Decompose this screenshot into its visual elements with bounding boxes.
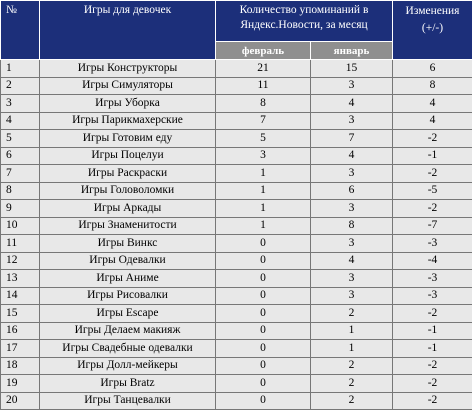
header-row	[1, 1, 472, 42]
january-count-cell: 8	[311, 217, 393, 235]
february-count-cell: 0	[216, 322, 311, 340]
january-count-cell: 1	[311, 322, 393, 340]
table-row	[1, 95, 472, 113]
game-category-cell: Игры Escape	[40, 305, 216, 323]
header-number: №	[1, 1, 40, 60]
header-february: февраль	[216, 42, 311, 60]
february-count-cell: 0	[216, 375, 311, 393]
january-count-cell: 15	[311, 60, 393, 78]
february-count-cell: 11	[216, 77, 311, 95]
table-row	[1, 340, 472, 358]
game-category-cell: Игры Винкс	[40, 235, 216, 253]
change-cell: -2	[393, 305, 472, 323]
row-number-cell: 3	[1, 95, 40, 113]
change-cell: -3	[393, 235, 472, 253]
february-count-cell: 0	[216, 392, 311, 410]
game-category-cell: Игры Готовим еду	[40, 130, 216, 148]
game-category-cell: Игры Аниме	[40, 270, 216, 288]
change-cell: -2	[393, 392, 472, 410]
row-number-cell: 14	[1, 287, 40, 305]
january-count-cell: 3	[311, 235, 393, 253]
table-row	[1, 182, 472, 200]
table-row	[1, 235, 472, 253]
table-row	[1, 392, 472, 410]
row-number-cell: 19	[1, 375, 40, 393]
february-count-cell: 1	[216, 217, 311, 235]
february-count-cell: 7	[216, 112, 311, 130]
february-count-cell: 1	[216, 165, 311, 183]
table-row	[1, 200, 472, 218]
change-cell: 6	[393, 60, 472, 78]
header-game-category: Игры для девочек	[40, 1, 216, 60]
january-count-cell: 2	[311, 392, 393, 410]
february-count-cell: 0	[216, 252, 311, 270]
row-number-cell: 12	[1, 252, 40, 270]
game-category-cell: Игры Bratz	[40, 375, 216, 393]
header-mentions-line1: Количество упоминаний в	[239, 4, 369, 16]
row-number-cell: 6	[1, 147, 40, 165]
change-cell: -7	[393, 217, 472, 235]
game-category-cell: Игры Свадебные одевалки	[40, 340, 216, 358]
february-count-cell: 0	[216, 270, 311, 288]
january-count-cell: 2	[311, 357, 393, 375]
change-cell: -2	[393, 357, 472, 375]
row-number-cell: 7	[1, 165, 40, 183]
row-number-cell: 9	[1, 200, 40, 218]
january-count-cell: 2	[311, 305, 393, 323]
february-count-cell: 0	[216, 340, 311, 358]
row-number-cell: 5	[1, 130, 40, 148]
january-count-cell: 4	[311, 147, 393, 165]
change-cell: -1	[393, 322, 472, 340]
row-number-cell: 2	[1, 77, 40, 95]
february-count-cell: 0	[216, 357, 311, 375]
january-count-cell: 2	[311, 375, 393, 393]
february-count-cell: 3	[216, 147, 311, 165]
change-cell: -1	[393, 340, 472, 358]
game-category-cell: Игры Знаменитости	[40, 217, 216, 235]
february-count-cell: 5	[216, 130, 311, 148]
table-row	[1, 165, 472, 183]
game-category-cell: Игры Симуляторы	[40, 77, 216, 95]
change-cell: -2	[393, 130, 472, 148]
game-category-cell: Игры Уборка	[40, 95, 216, 113]
row-number-cell: 17	[1, 340, 40, 358]
game-category-cell: Игры Головоломки	[40, 182, 216, 200]
change-cell: -1	[393, 147, 472, 165]
table-row	[1, 252, 472, 270]
february-count-cell: 21	[216, 60, 311, 78]
header-change-line2: (+/-)	[421, 22, 444, 34]
february-count-cell: 0	[216, 305, 311, 323]
game-category-cell: Игры Долл-мейкеры	[40, 357, 216, 375]
table-row	[1, 217, 472, 235]
february-count-cell: 0	[216, 287, 311, 305]
january-count-cell: 6	[311, 182, 393, 200]
january-count-cell: 3	[311, 112, 393, 130]
table-row	[1, 322, 472, 340]
january-count-cell: 3	[311, 287, 393, 305]
change-cell: -3	[393, 287, 472, 305]
row-number-cell: 13	[1, 270, 40, 288]
game-category-cell: Игры Рисовалки	[40, 287, 216, 305]
row-number-cell: 18	[1, 357, 40, 375]
row-number-cell: 10	[1, 217, 40, 235]
table-row	[1, 147, 472, 165]
game-category-cell: Игры Танцевалки	[40, 392, 216, 410]
row-number-cell: 4	[1, 112, 40, 130]
row-number-cell: 11	[1, 235, 40, 253]
game-category-cell: Игры Раскраски	[40, 165, 216, 183]
header-change	[393, 1, 472, 60]
change-cell: -2	[393, 200, 472, 218]
january-count-cell: 3	[311, 165, 393, 183]
game-category-cell: Игры Парикмахерские	[40, 112, 216, 130]
january-count-cell: 3	[311, 77, 393, 95]
table-row	[1, 77, 472, 95]
table-row	[1, 305, 472, 323]
change-cell: -5	[393, 182, 472, 200]
table-row	[1, 357, 472, 375]
header-january: январь	[311, 42, 393, 60]
header-mentions-line2: Яндекс.Новости, за месяц	[240, 19, 368, 31]
change-cell: -4	[393, 252, 472, 270]
header-mentions	[216, 1, 393, 42]
table-row	[1, 270, 472, 288]
february-count-cell: 0	[216, 235, 311, 253]
change-cell: -3	[393, 270, 472, 288]
game-category-cell: Игры Конструкторы	[40, 60, 216, 78]
january-count-cell: 7	[311, 130, 393, 148]
table-body	[1, 60, 472, 410]
game-category-cell: Игры Поцелуи	[40, 147, 216, 165]
change-cell: 8	[393, 77, 472, 95]
february-count-cell: 8	[216, 95, 311, 113]
change-cell: 4	[393, 95, 472, 113]
change-cell: 4	[393, 112, 472, 130]
row-number-cell: 8	[1, 182, 40, 200]
header-change-line1: Изменения	[405, 5, 460, 17]
change-cell: -2	[393, 165, 472, 183]
row-number-cell: 15	[1, 305, 40, 323]
game-category-cell: Игры Одевалки	[40, 252, 216, 270]
game-category-cell: Игры Делаем макияж	[40, 322, 216, 340]
january-count-cell: 3	[311, 200, 393, 218]
row-number-cell: 16	[1, 322, 40, 340]
game-category-cell: Игры Аркады	[40, 200, 216, 218]
january-count-cell: 4	[311, 95, 393, 113]
row-number-cell: 20	[1, 392, 40, 410]
january-count-cell: 1	[311, 340, 393, 358]
table-row	[1, 375, 472, 393]
january-count-cell: 4	[311, 252, 393, 270]
row-number-cell: 1	[1, 60, 40, 78]
table-row	[1, 112, 472, 130]
change-cell: -2	[393, 375, 472, 393]
february-count-cell: 1	[216, 200, 311, 218]
january-count-cell: 3	[311, 270, 393, 288]
table-row	[1, 60, 472, 78]
table-row	[1, 287, 472, 305]
table-row	[1, 130, 472, 148]
february-count-cell: 1	[216, 182, 311, 200]
